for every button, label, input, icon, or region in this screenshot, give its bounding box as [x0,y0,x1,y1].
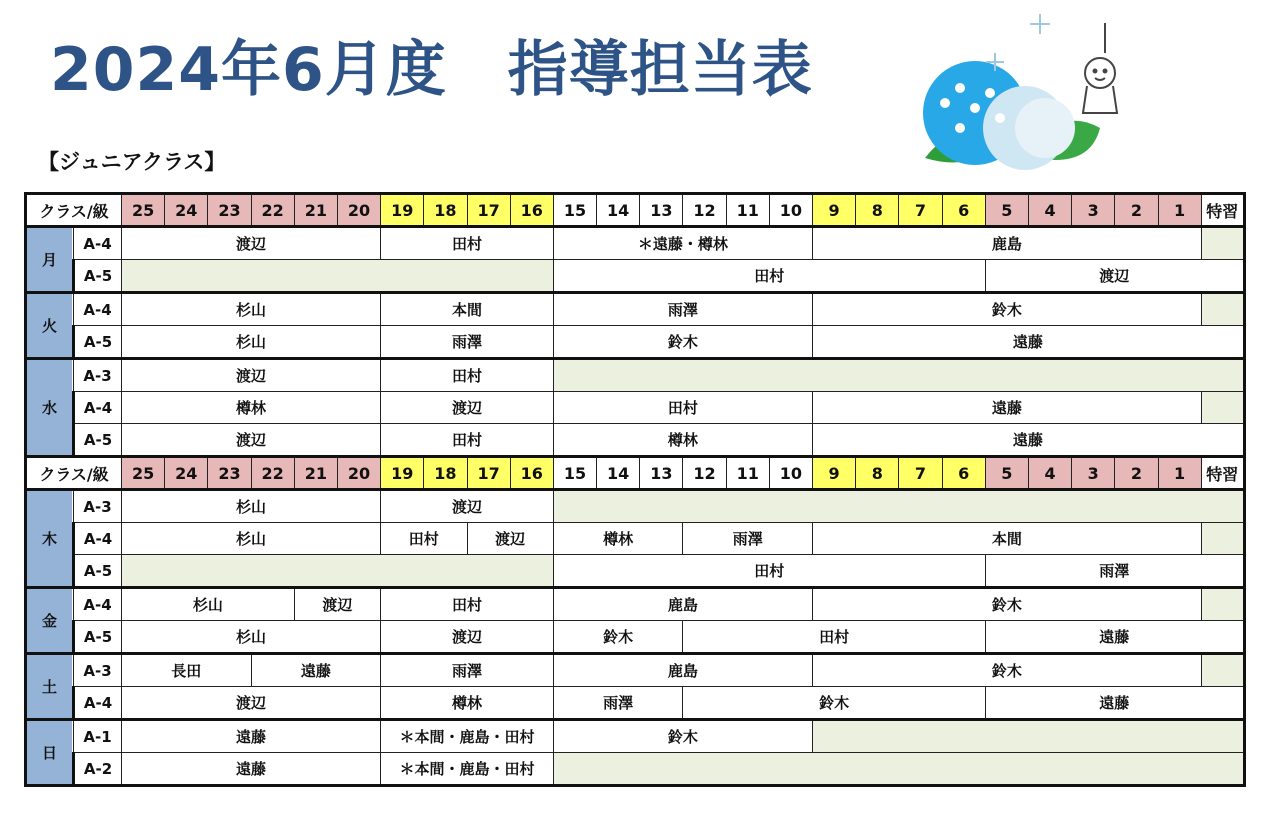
grade-header-cell: 17 [467,194,510,227]
instructor-cell: 渡辺 [381,490,554,523]
weekday-cell: 金 [26,588,74,654]
instructor-cell: 遠藤 [813,424,1245,457]
instructor-cell: 杉山 [122,621,381,654]
grade-header-cell: 10 [769,194,812,227]
schedule-row [26,720,1245,753]
instructor-cell: 雨澤 [985,555,1244,588]
schedule-row [26,555,1245,588]
instructor-cell: 杉山 [122,490,381,523]
class-level-cell: A-3 [74,359,122,392]
instructor-cell: 遠藤 [985,621,1244,654]
class-level-cell: A-5 [74,326,122,359]
instructor-cell: 遠藤 [985,687,1244,720]
instructor-cell: 遠藤 [122,753,381,786]
instructor-cell: 長田 [122,654,252,687]
empty-slot [553,359,1244,392]
grade-header-cell: 3 [1072,194,1115,227]
instructor-cell: 鈴木 [553,720,812,753]
class-grade-label: クラス/級 [26,194,122,227]
grade-header-row [26,194,1245,227]
schedule-row [26,293,1245,326]
schedule-row [26,227,1245,260]
class-level-cell: A-3 [74,654,122,687]
grade-header-cell: 21 [294,194,337,227]
class-level-cell: A-5 [74,621,122,654]
instructor-cell: 田村 [553,392,812,424]
grade-header-cell: 19 [381,194,424,227]
class-level-cell: A-4 [74,588,122,621]
grade-header-cell: 25 [122,194,165,227]
instructor-cell: 田村 [381,523,467,555]
instructor-cell: 杉山 [122,588,295,621]
schedule-row [26,326,1245,359]
instructor-cell: ＊本間・鹿島・田村 [381,720,554,753]
instructor-cell: 雨澤 [381,654,554,687]
grade-header-cell: 22 [251,457,294,490]
instructor-cell: 渡辺 [381,621,554,654]
empty-slot [813,720,1245,753]
grade-header-cell: 14 [597,457,640,490]
page-title: 2024年6月度 指導担当表 [50,35,813,105]
instructor-cell: 鹿島 [813,227,1202,260]
empty-slot [553,753,1244,786]
instructor-cell: 樽林 [122,392,381,424]
hydrangea-decoration [915,8,1145,183]
grade-header-cell: 5 [985,194,1028,227]
instructor-cell: 本間 [813,523,1202,555]
hydrangea-icon [923,61,1100,170]
grade-header-cell: 2 [1115,457,1158,490]
weekday-cell: 火 [26,293,74,359]
instructor-cell: 渡辺 [122,359,381,392]
instructor-cell: 田村 [381,424,554,457]
grade-header-cell: 11 [726,457,769,490]
weekday-cell: 土 [26,654,74,720]
class-level-cell: A-3 [74,490,122,523]
grade-header-cell: 6 [942,194,985,227]
empty-slot [1201,227,1244,260]
grade-header-cell: 13 [640,194,683,227]
grade-header-cell: 8 [856,194,899,227]
special-class-header: 特習 [1201,457,1244,490]
instructor-cell: 田村 [553,555,985,588]
class-level-cell: A-5 [74,424,122,457]
grade-header-cell: 6 [942,457,985,490]
grade-header-cell: 5 [985,457,1028,490]
instructor-cell: 遠藤 [813,392,1202,424]
grade-header-cell: 20 [337,194,380,227]
grade-header-cell: 4 [1028,457,1071,490]
weekday-cell: 日 [26,720,74,786]
class-level-cell: A-4 [74,293,122,326]
schedule-row [26,753,1245,786]
special-class-header: 特習 [1201,194,1244,227]
class-level-cell: A-5 [74,260,122,293]
empty-slot [1201,523,1244,555]
schedule-row [26,359,1245,392]
instructor-cell: 田村 [683,621,985,654]
weekday-cell: 水 [26,359,74,457]
class-level-cell: A-4 [74,392,122,424]
class-level-cell: A-4 [74,227,122,260]
instructor-cell: 鈴木 [553,621,683,654]
empty-slot [122,555,554,588]
schedule-row [26,392,1245,424]
grade-header-cell: 3 [1072,457,1115,490]
instructor-cell: 渡辺 [122,227,381,260]
instructor-cell: 杉山 [122,293,381,326]
grade-header-cell: 14 [597,194,640,227]
sparkle-icon [986,14,1050,71]
class-grade-label: クラス/級 [26,457,122,490]
instructor-cell: 遠藤 [251,654,381,687]
grade-header-cell: 18 [424,457,467,490]
grade-header-cell: 15 [553,194,596,227]
instructor-cell: 田村 [381,588,554,621]
instructor-cell: 鈴木 [813,588,1202,621]
grade-header-row [26,457,1245,490]
schedule-table [24,192,1246,787]
grade-header-cell: 21 [294,457,337,490]
instructor-cell: 杉山 [122,326,381,359]
empty-slot [1201,654,1244,687]
instructor-cell: 鈴木 [683,687,985,720]
grade-header-cell: 12 [683,194,726,227]
instructor-cell: 鈴木 [813,293,1202,326]
instructor-cell: 鈴木 [553,326,812,359]
instructor-cell: 樽林 [553,523,683,555]
class-level-cell: A-1 [74,720,122,753]
grade-header-cell: 15 [553,457,596,490]
grade-header-cell: 8 [856,457,899,490]
class-level-cell: A-5 [74,555,122,588]
instructor-cell: 雨澤 [553,293,812,326]
instructor-cell: 鹿島 [553,654,812,687]
instructor-cell: 田村 [381,359,554,392]
class-level-cell: A-2 [74,753,122,786]
grade-header-cell: 17 [467,457,510,490]
grade-header-cell: 19 [381,457,424,490]
grade-header-cell: 4 [1028,194,1071,227]
instructor-cell: ＊本間・鹿島・田村 [381,753,554,786]
empty-slot [1201,588,1244,621]
instructor-cell: 田村 [553,260,985,293]
grade-header-cell: 16 [510,194,553,227]
weekday-cell: 木 [26,490,74,588]
instructor-cell: 雨澤 [381,326,554,359]
grade-header-cell: 9 [813,194,856,227]
schedule-row [26,588,1245,621]
weekday-cell: 月 [26,227,74,293]
grade-header-cell: 24 [165,194,208,227]
grade-header-cell: 11 [726,194,769,227]
grade-header-cell: 1 [1158,457,1201,490]
grade-header-cell: 9 [813,457,856,490]
instructor-cell: 雨澤 [553,687,683,720]
schedule-row [26,260,1245,293]
empty-slot [553,490,1244,523]
instructor-cell: 鹿島 [553,588,812,621]
grade-header-cell: 23 [208,457,251,490]
class-level-cell: A-4 [74,687,122,720]
grade-header-cell: 22 [251,194,294,227]
instructor-cell: 雨澤 [683,523,813,555]
instructor-cell: 鈴木 [813,654,1202,687]
grade-header-cell: 12 [683,457,726,490]
schedule-row [26,654,1245,687]
instructor-cell: 渡辺 [122,424,381,457]
instructor-cell: 遠藤 [122,720,381,753]
instructor-cell: 本間 [381,293,554,326]
grade-header-cell: 10 [769,457,812,490]
empty-slot [1201,293,1244,326]
grade-header-cell: 13 [640,457,683,490]
instructor-cell: 遠藤 [813,326,1245,359]
grade-header-cell: 7 [899,457,942,490]
schedule-row [26,424,1245,457]
grade-header-cell: 7 [899,194,942,227]
instructor-cell: 杉山 [122,523,381,555]
schedule-row [26,687,1245,720]
instructor-cell: ＊遠藤・樽林 [553,227,812,260]
grade-header-cell: 24 [165,457,208,490]
empty-slot [122,260,554,293]
grade-header-cell: 16 [510,457,553,490]
instructor-cell: 樽林 [381,687,554,720]
grade-header-cell: 1 [1158,194,1201,227]
schedule-row [26,523,1245,555]
grade-header-cell: 18 [424,194,467,227]
grade-header-cell: 2 [1115,194,1158,227]
instructor-cell: 樽林 [553,424,812,457]
instructor-cell: 渡辺 [985,260,1244,293]
teru-teru-bozu-icon [1083,23,1117,113]
schedule-row [26,621,1245,654]
instructor-cell: 田村 [381,227,554,260]
schedule-row [26,490,1245,523]
instructor-cell: 渡辺 [467,523,553,555]
instructor-cell: 渡辺 [294,588,380,621]
grade-header-cell: 25 [122,457,165,490]
instructor-cell: 渡辺 [381,392,554,424]
instructor-cell: 渡辺 [122,687,381,720]
class-section-title: 【ジュニアクラス】 [38,150,226,174]
empty-slot [1201,392,1244,424]
grade-header-cell: 23 [208,194,251,227]
grade-header-cell: 20 [337,457,380,490]
class-level-cell: A-4 [74,523,122,555]
